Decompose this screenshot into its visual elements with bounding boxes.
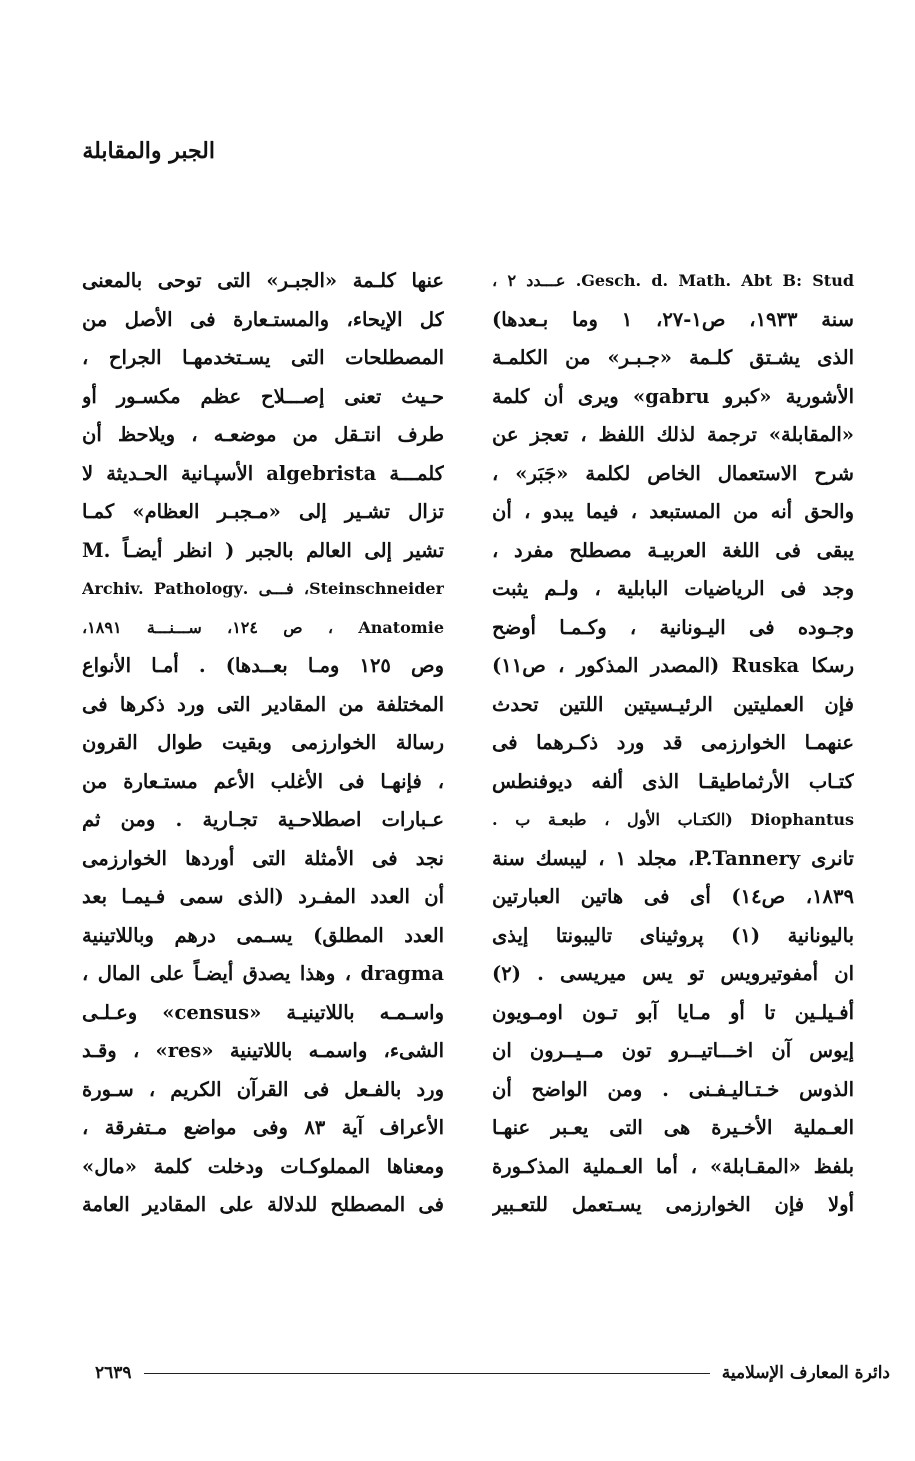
text-line: بلفظ «المقـابلة» ، أما العـملية المذكـورة — [492, 1154, 854, 1178]
text-line: Anatomie ، ص ١٢٤، ســـنـــة ١٨٩١، — [82, 617, 444, 637]
text-line: العدد المطلق) يسـمى درهم وباللاتينية — [82, 923, 444, 947]
text-line: ، فإنهـا فى الأغلب الأعم مستـعارة من — [82, 769, 444, 793]
text-line: تانرى P.Tannery، مجلد ١ ، ليبسك سنة — [492, 846, 854, 870]
text-line: واسـمـه باللاتينيـة «census» وعـلـى — [82, 1000, 444, 1024]
text-line: أولا فإن الخوارزمى يسـتعمل للتعـبير — [492, 1193, 854, 1216]
text-line: ومعناها المملوكـات ودخلت كلمة «مال» — [82, 1154, 444, 1178]
text-line: عنها كلـمة «الجبـر» التى توحى بالمعنى — [82, 269, 444, 292]
text-line: كتـاب الأرثماطيقـا الذى ألفه ديوفنطس — [492, 769, 854, 793]
running-header: الجبر والمقابلة — [82, 138, 215, 164]
text-line: أفـيلـين تا أو مـايا آبو تـون اومـويون — [492, 1000, 854, 1024]
text-line: أن العدد المفـرد (الذى سمى فـيمـا بعد — [82, 885, 444, 908]
text-line: شرح الاستعمال الخاص لكلمة «جَبَر» ، — [492, 461, 854, 485]
page-footer — [95, 1358, 890, 1388]
text-line: «المقابلة» ترجمة لذلك اللفظ ، تعجز عن — [492, 423, 854, 446]
text-line: كل الإيحاء، والمستـعارة فى الأصل من — [82, 307, 444, 331]
text-line: باليونانية (١) پروثيناى تاليبونتا إيذى — [492, 923, 854, 947]
page-number: ٢٦٣٩ — [95, 1363, 132, 1383]
text-line: رسالة الخوارزمى وبقيت طوال القرون — [82, 731, 444, 754]
text-line: تزال تشـير إلى «مـجبـر العظام» كمـا — [82, 500, 444, 523]
text-line: تشير إلى العالم بالجبر ( انظر أيضـاً .M — [82, 538, 444, 562]
text-line: الشىء، واسمـه باللاتينية «res» ، وقـد — [82, 1039, 444, 1062]
text-line: الأشورية «كبرو gabru» ويرى أن كلمة — [492, 384, 854, 408]
footer-rule — [144, 1373, 710, 1374]
text-line: إيوس آن اخـــاتيــرو تون مــيــرون ان — [492, 1039, 854, 1062]
text-line: الذى يشـتق كلـمة «جـبـر» من الكلمـة — [492, 346, 854, 369]
text-line: الأعراف آية ٨٣ وفى مواضع مـتفرقة ، — [82, 1116, 444, 1139]
text-line: والحق أنه من المستبعد ، فيما يبدو ، أن — [492, 500, 854, 523]
text-line: حـيث تعنى إصـــلاح عظم مكسـور أو — [82, 384, 444, 408]
text-line: طرف انتـقل من موضعـه ، ويلاحظ أن — [82, 423, 444, 446]
text-line: Gesch. d. Math. Abt B: Stud. عـــدد ٢ ، — [492, 271, 854, 290]
text-line: وجـوده فى اليـونانية ، وكـمـا أوضح — [492, 615, 854, 639]
text-line: ١٨٣٩، ص١٤) أى فى هاتين العبارتين — [492, 885, 854, 908]
journal-title: دائرة المعارف الإسلامية — [721, 1363, 890, 1383]
text-line: dragma ، وهذا يصدق أيضـاً على المال ، — [82, 962, 444, 985]
text-line: المصطلحات التى يسـتخدمهـا الجراح ، — [82, 346, 444, 369]
text-line: عنهمـا الخوارزمى قد ورد ذكـرهما فى — [492, 731, 854, 754]
text-line: Steinschneider، فـــى .Archiv. Pathology — [82, 579, 444, 598]
text-line: المختلفة من المقادير التى ورد ذكرها فى — [82, 692, 444, 716]
text-line: كلمـــة algebrista الأسپـانية الحـديثة لا — [82, 461, 444, 485]
text-line: سنة ١٩٣٣، ص١-٢٧، ١ وما بـعدها) — [492, 307, 854, 331]
text-line: وص ١٢٥ ومـا بعــدها) . أمـا الأنواع — [82, 654, 444, 677]
text-line: الذوس خـتـاليـفـنى . ومن الواضح أن — [492, 1077, 854, 1101]
text-line: يبقى فى اللغة العربيـة مصطلح مفرد ، — [492, 538, 854, 562]
text-line: العـملية الأخـيرة هى التى يعـبر عنهـا — [492, 1116, 854, 1139]
left-text-column — [82, 262, 444, 1225]
text-line: ان أمفوتيرويس تو يس ميريسى . (٢) — [492, 962, 854, 985]
text-line: نجد فى الأمثلة التى أوردها الخوارزمى — [82, 846, 444, 870]
text-line: فإن العمليتين الرئيـسيتين اللتين تحدث — [492, 692, 854, 716]
text-line: Diophantus (الكتـاب الأول ، طبعـة ب . — [492, 810, 854, 829]
text-line: فى المصطلح للدلالة على المقادير العامة — [82, 1193, 444, 1216]
text-line: ورد بالفـعل فى القرآن الكريم ، سـورة — [82, 1077, 444, 1101]
text-line: عـبارات اصطلاحـية تجـارية . ومن ثم — [82, 808, 444, 831]
text-line: رسكا Ruska (المصدر المذكور ، ص١١) — [492, 654, 854, 677]
right-text-column — [492, 262, 854, 1225]
text-line: وجد فى الرياضيات البابلية ، ولـم يثبت — [492, 577, 854, 600]
